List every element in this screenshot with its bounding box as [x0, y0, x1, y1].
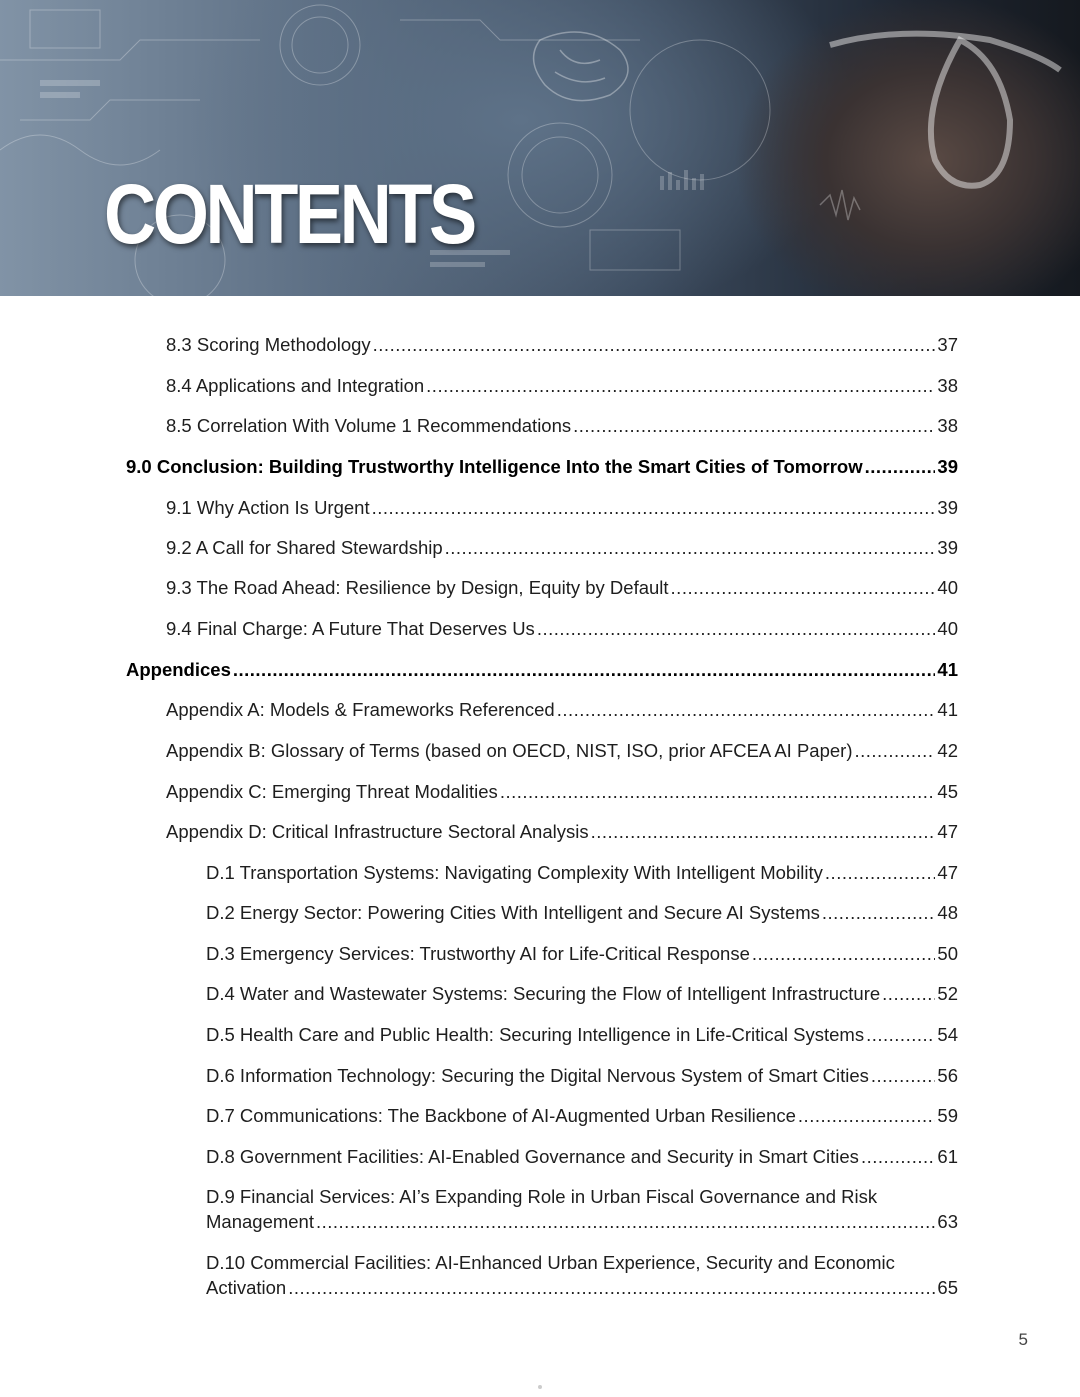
toc-entry-page: 48 — [937, 902, 958, 923]
toc-entry-label: 9.2 A Call for Shared Stewardship — [166, 537, 443, 558]
toc-entry-label: D.4 Water and Wastewater Systems: Securing the Flow of Intelligent Infrastructure — [206, 983, 881, 1004]
toc-entry-label: 8.3 Scoring Methodology — [166, 334, 371, 355]
leader-dots — [861, 1144, 935, 1169]
toc-subentry[interactable] — [206, 981, 958, 1006]
leader-dots — [591, 819, 936, 844]
toc-entry-label: Appendix D: Critical Infrastructure Sectoral Analysis — [166, 821, 589, 842]
toc-entry[interactable] — [166, 495, 958, 520]
leader-dots — [426, 373, 935, 398]
toc-entry[interactable] — [166, 616, 958, 641]
leader-dots — [288, 1275, 935, 1300]
toc-entry-label: Appendix A: Models & Frameworks Referenced — [166, 699, 555, 720]
toc-entry-page: 47 — [937, 862, 958, 883]
toc-entry-page: 41 — [937, 659, 958, 680]
leader-dots — [855, 738, 936, 763]
toc-entry-page: 39 — [937, 456, 958, 477]
toc-subentry[interactable] — [206, 941, 958, 966]
toc-section-entry[interactable] — [126, 454, 958, 479]
toc-entry-label: D.9 Financial Services: AI’s Expanding Role in Urban Fiscal Governance and Risk — [206, 1186, 878, 1207]
page-number: 5 — [1018, 1330, 1028, 1349]
toc-entry-label: D.10 Commercial Facilities: AI-Enhanced Urban Experience, Security and Economic — [206, 1252, 895, 1273]
leader-dots — [871, 1063, 936, 1088]
toc-entry-label: 9.1 Why Action Is Urgent — [166, 497, 370, 518]
toc-entry-page: 45 — [937, 781, 958, 802]
toc-entry-label: D.2 Energy Sector: Powering Cities With Intelligent and Secure AI Systems — [206, 902, 820, 923]
toc-entry[interactable] — [166, 819, 958, 844]
decorative-dot — [538, 1385, 542, 1389]
leader-dots — [882, 981, 935, 1006]
toc-entry[interactable] — [166, 779, 958, 804]
leader-dots — [373, 332, 936, 357]
leader-dots — [557, 697, 936, 722]
toc-entry-label-continued: Activation — [206, 1277, 287, 1298]
toc-entry-label: 9.3 The Road Ahead: Resilience by Design, Equity by Default — [166, 577, 669, 598]
leader-dots — [822, 900, 936, 925]
toc-subentry[interactable] — [206, 1144, 958, 1169]
toc-entry[interactable] — [166, 373, 958, 398]
toc-entry-label: D.6 Information Technology: Securing the Digital Nervous System of Smart Cities — [206, 1065, 869, 1086]
toc-entry-label: Appendices — [126, 659, 231, 680]
toc-entry[interactable] — [166, 535, 958, 560]
toc-entry-page: 52 — [937, 983, 958, 1004]
toc-entry[interactable] — [166, 697, 958, 722]
toc-entry-page: 61 — [937, 1146, 958, 1167]
header-banner — [0, 0, 1080, 296]
leader-dots — [825, 860, 936, 885]
toc-subentry[interactable] — [206, 1250, 958, 1300]
toc-entry-label: D.7 Communications: The Backbone of AI-Augmented Urban Resilience — [206, 1105, 796, 1126]
leader-dots — [865, 454, 936, 479]
toc-entry-label: D.5 Health Care and Public Health: Securing Intelligence in Life-Critical Systems — [206, 1024, 865, 1045]
toc-entry-page: 65 — [937, 1277, 958, 1298]
toc-entry-page: 39 — [937, 497, 958, 518]
toc-entry[interactable] — [166, 413, 958, 438]
toc-entry-label: D.3 Emergency Services: Trustworthy AI for Life-Critical Response — [206, 943, 750, 964]
toc-entry-page: 63 — [937, 1211, 958, 1232]
toc-entry-page: 42 — [937, 740, 958, 761]
leader-dots — [866, 1022, 935, 1047]
toc-entry-label: Appendix B: Glossary of Terms (based on OECD, NIST, ISO, prior AFCEA AI Paper) — [166, 740, 853, 761]
toc-entry-page: 37 — [937, 334, 958, 355]
toc-entry-label-continued: Management — [206, 1211, 314, 1232]
toc-entry-continuation — [206, 1209, 958, 1234]
toc-entry-page: 39 — [937, 537, 958, 558]
leader-dots — [372, 495, 936, 520]
toc-entry-label: 9.4 Final Charge: A Future That Deserves Us — [166, 618, 535, 639]
leader-dots — [752, 941, 936, 966]
toc-entry-page: 40 — [937, 618, 958, 639]
toc-section-entry[interactable] — [126, 657, 958, 682]
leader-dots — [445, 535, 936, 560]
toc-subentry[interactable] — [206, 1103, 958, 1128]
toc-entry[interactable] — [166, 738, 958, 763]
toc-entry-page: 59 — [937, 1105, 958, 1126]
toc-entry-page: 38 — [937, 415, 958, 436]
toc-subentry[interactable] — [206, 860, 958, 885]
leader-dots — [573, 413, 935, 438]
toc-subentry[interactable] — [206, 1022, 958, 1047]
toc-entry-label: D.8 Government Facilities: AI-Enabled Governance and Security in Smart Cities — [206, 1146, 859, 1167]
toc-entry-page: 40 — [937, 577, 958, 598]
toc-entry[interactable] — [166, 575, 958, 600]
toc-subentry[interactable] — [206, 900, 958, 925]
leader-dots — [233, 657, 936, 682]
leader-dots — [500, 779, 936, 804]
toc-entry-page: 38 — [937, 375, 958, 396]
toc-entry-label: D.1 Transportation Systems: Navigating Complexity With Intelligent Mobility — [206, 862, 823, 883]
leader-dots — [316, 1209, 935, 1234]
toc-subentry[interactable] — [206, 1063, 958, 1088]
toc-entry-label: 9.0 Conclusion: Building Trustworthy Intelligence Into the Smart Cities of Tomorrow — [126, 456, 863, 477]
toc-entry-label: 8.4 Applications and Integration — [166, 375, 425, 396]
leader-dots — [671, 575, 936, 600]
toc-entry[interactable] — [166, 332, 958, 357]
toc-entry-continuation — [206, 1275, 958, 1300]
page-title: CONTENTS — [104, 167, 474, 261]
leader-dots — [798, 1103, 936, 1128]
toc-entry-page: 56 — [937, 1065, 958, 1086]
toc-entry-page: 41 — [937, 699, 958, 720]
toc-subentry[interactable] — [206, 1184, 958, 1234]
toc-entry-label: 8.5 Correlation With Volume 1 Recommendations — [166, 415, 572, 436]
toc-entry-page: 50 — [937, 943, 958, 964]
toc-entry-page: 47 — [937, 821, 958, 842]
leader-dots — [537, 616, 936, 641]
toc-entry-page: 54 — [937, 1024, 958, 1045]
toc-entry-label: Appendix C: Emerging Threat Modalities — [166, 781, 498, 802]
